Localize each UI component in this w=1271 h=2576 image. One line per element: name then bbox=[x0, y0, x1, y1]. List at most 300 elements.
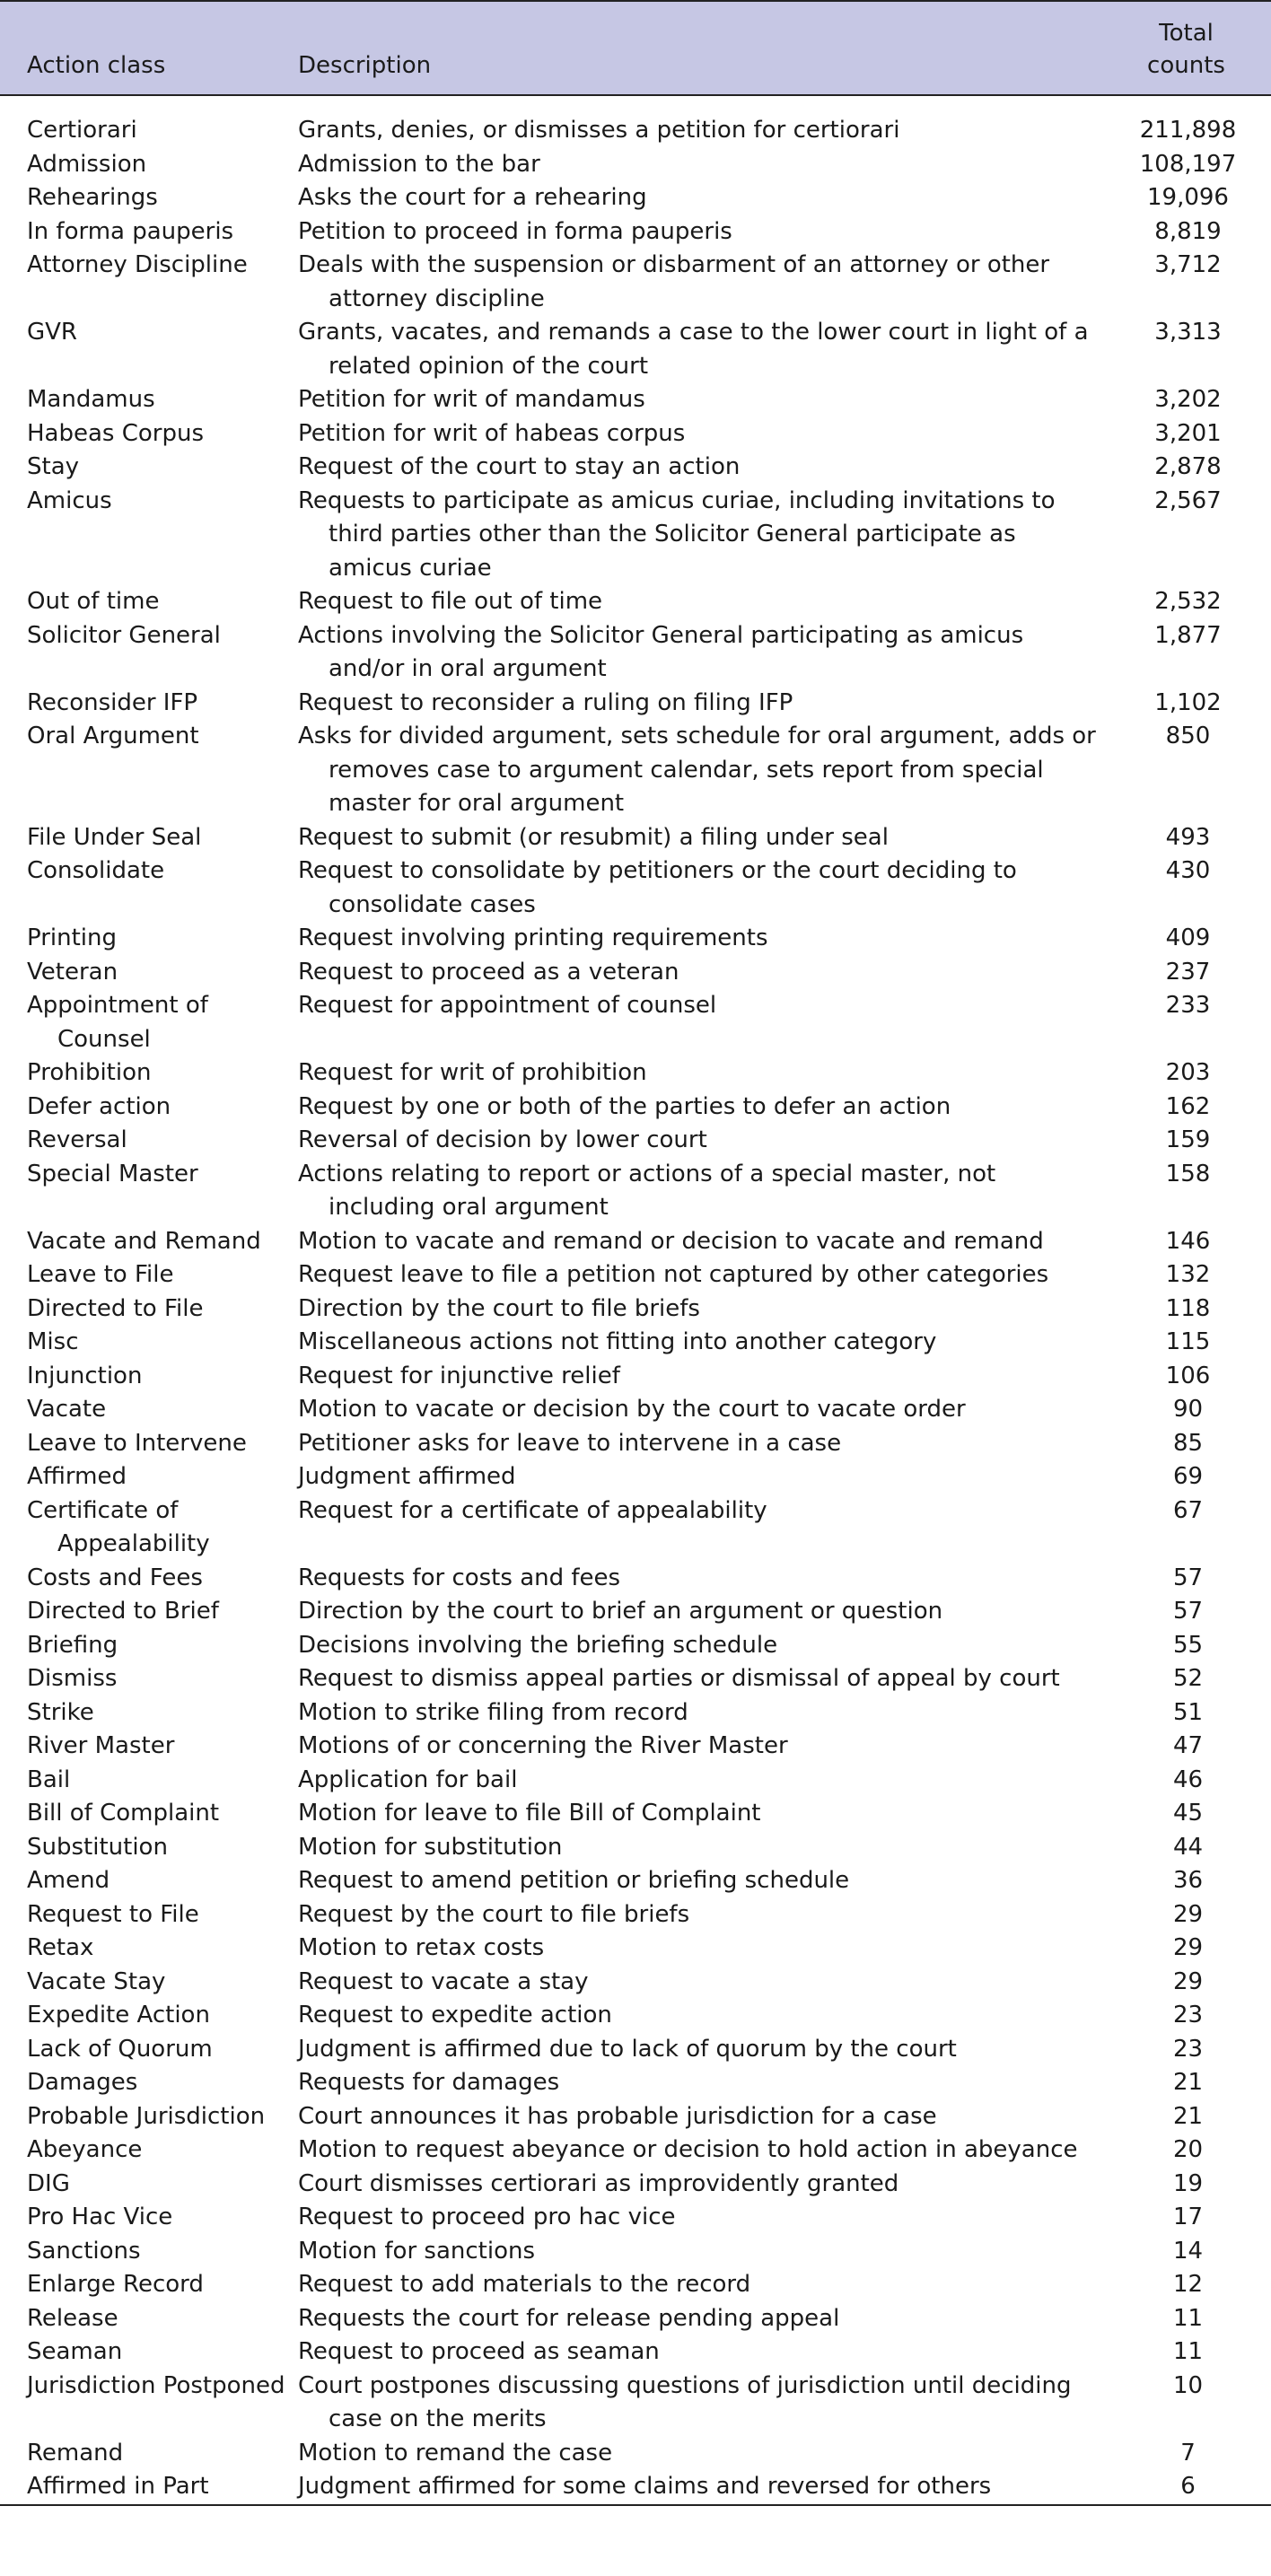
description-text: Request for appointment of counsel bbox=[298, 992, 717, 1019]
table-header bbox=[0, 1, 1271, 95]
table-row bbox=[0, 821, 1271, 855]
action-class-text: Rehearings bbox=[27, 184, 158, 211]
description-text: Request to file out of time bbox=[298, 588, 603, 615]
action-class-text: DIG bbox=[27, 2169, 70, 2197]
description-text: Request for injunctive relief bbox=[298, 1362, 620, 1389]
table-row bbox=[0, 148, 1271, 182]
description-text: Judgment is affirmed due to lack of quorum by the court bbox=[298, 2035, 957, 2063]
total-counts-cell: 162 bbox=[1165, 1092, 1211, 1120]
action-class-text: Amend bbox=[27, 1867, 110, 1894]
table-row bbox=[0, 687, 1271, 721]
action-class-text: Strike bbox=[27, 1698, 94, 1726]
table-body bbox=[0, 95, 1271, 2505]
spacer-cell bbox=[0, 95, 1271, 114]
total-counts-cell: 850 bbox=[1165, 723, 1211, 749]
total-counts-cell: 11 bbox=[1172, 2304, 1204, 2332]
action-class-text: Veteran bbox=[27, 958, 118, 986]
description-text: Request to vacate a stay bbox=[298, 1967, 589, 1995]
description-cell bbox=[289, 1764, 1112, 1798]
description-cell bbox=[289, 1999, 1112, 2033]
description-cell bbox=[289, 1292, 1112, 1327]
description-text: Motions of or concerning the River Master bbox=[298, 1732, 788, 1759]
description-cell bbox=[289, 2033, 1112, 2067]
description-cell bbox=[289, 1831, 1112, 1865]
table-row bbox=[0, 1629, 1271, 1663]
total-counts-cell: 45 bbox=[1172, 1800, 1204, 1827]
action-class-text: Vacate and Remand bbox=[27, 1227, 261, 1255]
description-cell bbox=[289, 2168, 1112, 2202]
table-row bbox=[0, 720, 1271, 821]
description-text: Requests to participate as amicus curiae, including invitations to third parties other than the Solicitor General participate as amicus curiae bbox=[298, 486, 1056, 582]
description-cell bbox=[289, 2335, 1112, 2370]
table-row bbox=[0, 1056, 1271, 1091]
total-counts-cell: 52 bbox=[1172, 1665, 1204, 1692]
total-counts-cell: 29 bbox=[1172, 1900, 1204, 1928]
table-row bbox=[0, 2268, 1271, 2302]
action-class-cell bbox=[0, 451, 289, 485]
action-class-text: Amicus bbox=[27, 486, 112, 514]
action-class-cell bbox=[0, 2235, 289, 2269]
action-class-text: Substitution bbox=[27, 1833, 168, 1861]
description-text: Court dismisses certiorari as improvidently granted bbox=[298, 2169, 899, 2197]
description-cell bbox=[289, 989, 1112, 1056]
action-class-cell bbox=[0, 1124, 289, 1158]
action-class-text: In forma pauperis bbox=[27, 217, 234, 245]
description-text: Request involving printing requirements bbox=[298, 924, 768, 951]
action-class-text: Jurisdiction Postponed bbox=[27, 2371, 285, 2399]
description-cell bbox=[289, 1629, 1112, 1663]
description-cell bbox=[289, 619, 1112, 687]
action-class-cell bbox=[0, 585, 289, 619]
action-class-cell bbox=[0, 720, 289, 821]
action-class-cell bbox=[0, 1797, 289, 1831]
description-cell bbox=[289, 2470, 1112, 2505]
description-cell bbox=[289, 181, 1112, 215]
action-class-cell bbox=[0, 181, 289, 215]
total-counts-cell: 23 bbox=[1172, 2035, 1204, 2063]
total-counts-cell: 1,102 bbox=[1154, 688, 1222, 716]
description-text: Request to proceed as a veteran bbox=[298, 958, 679, 986]
description-text: Request to add materials to the record bbox=[298, 2271, 751, 2298]
table-row bbox=[0, 2066, 1271, 2100]
total-counts-cell: 3,201 bbox=[1154, 419, 1222, 447]
action-class-text: Expedite Action bbox=[27, 2002, 210, 2028]
action-class-cell bbox=[0, 619, 289, 687]
description-text: Reversal of decision by lower court bbox=[298, 1126, 707, 1153]
table-row bbox=[0, 1898, 1271, 1932]
description-cell bbox=[289, 1258, 1112, 1292]
description-text: Request to amend petition or briefing schedule bbox=[298, 1867, 850, 1894]
table-row bbox=[0, 2100, 1271, 2134]
description-cell bbox=[289, 854, 1112, 922]
action-class-cell bbox=[0, 1696, 289, 1730]
table-row bbox=[0, 1460, 1271, 1494]
total-counts-cell: 51 bbox=[1172, 1698, 1204, 1726]
description-cell bbox=[289, 922, 1112, 956]
action-class-text: Vacate bbox=[27, 1396, 107, 1423]
description-text: Request by the court to file briefs bbox=[298, 1900, 690, 1928]
action-class-text: Mandamus bbox=[27, 386, 155, 413]
table-row bbox=[0, 1932, 1271, 1966]
description-text: Grants, denies, or dismisses a petition for certiorari bbox=[298, 117, 900, 144]
table-row bbox=[0, 1292, 1271, 1327]
total-counts-cell: 90 bbox=[1172, 1396, 1204, 1423]
total-counts-cell: 115 bbox=[1165, 1328, 1211, 1355]
total-counts-cell: 146 bbox=[1165, 1227, 1211, 1255]
table-row bbox=[0, 383, 1271, 417]
description-text: Request of the court to stay an action bbox=[298, 453, 741, 480]
description-cell bbox=[289, 1091, 1112, 1125]
total-counts-cell: 1,877 bbox=[1154, 621, 1222, 649]
action-class-cell bbox=[0, 2302, 289, 2336]
table-row bbox=[0, 585, 1271, 619]
description-cell bbox=[289, 1494, 1112, 1562]
action-class-text: Admission bbox=[27, 150, 147, 178]
action-class-cell bbox=[0, 2066, 289, 2100]
action-class-cell bbox=[0, 1629, 289, 1663]
action-class-text: Leave to Intervene bbox=[27, 1429, 247, 1457]
description-text: Direction by the court to brief an argument or question bbox=[298, 1598, 943, 1625]
action-class-text: Habeas Corpus bbox=[27, 419, 205, 447]
total-counts-cell: 11 bbox=[1172, 2338, 1204, 2365]
table-row bbox=[0, 1158, 1271, 1225]
total-counts-cell: 46 bbox=[1172, 1766, 1204, 1793]
action-class-cell bbox=[0, 922, 289, 956]
action-class-text: Oral Argument bbox=[27, 723, 199, 749]
header-description: Description bbox=[289, 1, 1112, 95]
total-counts-cell: 3,712 bbox=[1154, 251, 1222, 278]
action-class-cell bbox=[0, 1292, 289, 1327]
description-cell bbox=[289, 585, 1112, 619]
description-cell bbox=[289, 2134, 1112, 2168]
description-cell bbox=[289, 2201, 1112, 2235]
action-class-cell bbox=[0, 989, 289, 1056]
table-row bbox=[0, 1730, 1271, 1764]
total-counts-cell: 118 bbox=[1165, 1294, 1211, 1322]
total-counts-cell: 21 bbox=[1172, 2069, 1204, 2096]
table-row bbox=[0, 1225, 1271, 1259]
header-total-counts-line1: Total bbox=[1159, 20, 1214, 47]
total-counts-cell: 17 bbox=[1172, 2204, 1204, 2230]
action-class-text: Reconsider IFP bbox=[27, 688, 198, 716]
action-class-text: Certiorari bbox=[27, 117, 137, 144]
action-class-text: Costs and Fees bbox=[27, 1564, 203, 1591]
description-text: Motion to vacate or decision by the court to vacate order bbox=[298, 1396, 966, 1423]
action-class-text: Appointment of Counsel bbox=[27, 992, 208, 1053]
description-cell bbox=[289, 1326, 1112, 1360]
total-counts-cell: 2,567 bbox=[1154, 486, 1222, 514]
action-class-cell bbox=[0, 1662, 289, 1696]
action-class-text: Solicitor General bbox=[27, 621, 221, 649]
action-class-text: Vacate Stay bbox=[27, 1967, 166, 1995]
table-row bbox=[0, 2470, 1271, 2505]
total-counts-cell: 57 bbox=[1172, 1598, 1204, 1625]
action-class-text: GVR bbox=[27, 319, 77, 346]
description-text: Court postpones discussing questions of jurisdiction until deciding case on the merits bbox=[298, 2371, 1072, 2432]
total-counts-cell: 106 bbox=[1165, 1362, 1211, 1389]
table-row bbox=[0, 1864, 1271, 1898]
total-counts-cell: 85 bbox=[1172, 1429, 1204, 1457]
action-class-cell bbox=[0, 249, 289, 316]
description-text: Motion to remand the case bbox=[298, 2439, 613, 2466]
table-row bbox=[0, 2168, 1271, 2202]
action-class-cell bbox=[0, 1360, 289, 1394]
action-class-cell bbox=[0, 1764, 289, 1798]
table-row bbox=[0, 619, 1271, 687]
action-class-text: Briefing bbox=[27, 1631, 118, 1659]
action-class-cell bbox=[0, 1460, 289, 1494]
total-counts-cell: 2,878 bbox=[1154, 453, 1222, 480]
action-class-text: Directed to Brief bbox=[27, 1598, 219, 1625]
action-class-text: Sanctions bbox=[27, 2237, 141, 2265]
action-class-cell bbox=[0, 485, 289, 586]
action-class-cell bbox=[0, 1158, 289, 1225]
description-text: Request to dismiss appeal parties or dismissal of appeal by court bbox=[298, 1665, 1060, 1692]
table-row bbox=[0, 417, 1271, 451]
action-class-cell bbox=[0, 1932, 289, 1966]
total-counts-cell: 20 bbox=[1172, 2136, 1204, 2163]
action-class-text: Stay bbox=[27, 453, 80, 480]
table-row bbox=[0, 2235, 1271, 2269]
description-text: Asks for divided argument, sets schedule for oral argument, adds or removes case to argument calendar, sets report from special master for oral argument bbox=[298, 723, 1096, 817]
action-class-cell bbox=[0, 687, 289, 721]
description-cell bbox=[289, 1797, 1112, 1831]
action-class-text: Attorney Discipline bbox=[27, 251, 248, 278]
description-text: Motion to vacate and remand or decision to vacate and remand bbox=[298, 1227, 1044, 1255]
table-row bbox=[0, 1124, 1271, 1158]
description-cell bbox=[289, 2066, 1112, 2100]
total-counts-cell: 19 bbox=[1172, 2169, 1204, 2197]
action-class-text: Lack of Quorum bbox=[27, 2035, 213, 2063]
action-class-text: Pro Hac Vice bbox=[27, 2204, 173, 2230]
action-class-cell bbox=[0, 148, 289, 182]
total-counts-cell: 108,197 bbox=[1139, 150, 1237, 178]
total-counts-cell: 158 bbox=[1165, 1160, 1211, 1187]
description-cell bbox=[289, 1427, 1112, 1461]
total-counts-cell: 36 bbox=[1172, 1867, 1204, 1894]
action-class-cell bbox=[0, 2201, 289, 2235]
description-text: Motion to request abeyance or decision to hold action in abeyance bbox=[298, 2136, 1078, 2163]
total-counts-cell: 29 bbox=[1172, 1967, 1204, 1995]
table-row bbox=[0, 249, 1271, 316]
action-class-cell bbox=[0, 1225, 289, 1259]
total-counts-cell: 69 bbox=[1172, 1463, 1204, 1490]
table-row bbox=[0, 114, 1271, 148]
header-action-class: Action class bbox=[0, 1, 289, 95]
description-text: Motion to retax costs bbox=[298, 1934, 545, 1961]
description-cell bbox=[289, 1595, 1112, 1629]
action-class-cell bbox=[0, 114, 289, 148]
action-class-cell bbox=[0, 854, 289, 922]
action-class-cell bbox=[0, 2033, 289, 2067]
description-text: Request for writ of prohibition bbox=[298, 1059, 647, 1086]
description-cell bbox=[289, 1056, 1112, 1091]
header-row bbox=[0, 1, 1271, 95]
description-cell bbox=[289, 1932, 1112, 1966]
description-cell bbox=[289, 2302, 1112, 2336]
description-cell bbox=[289, 1360, 1112, 1394]
description-cell bbox=[289, 2370, 1112, 2437]
total-counts-cell: 12 bbox=[1172, 2271, 1204, 2298]
total-counts-cell: 10 bbox=[1172, 2371, 1204, 2399]
action-class-text: Affirmed in Part bbox=[27, 2473, 209, 2500]
description-cell bbox=[289, 1898, 1112, 1932]
description-text: Request to submit (or resubmit) a filing under seal bbox=[298, 823, 889, 851]
description-text: Motion for sanctions bbox=[298, 2237, 536, 2265]
action-class-text: Directed to File bbox=[27, 1294, 204, 1322]
action-class-text: Probable Jurisdiction bbox=[27, 2102, 266, 2130]
action-class-text: Reversal bbox=[27, 1126, 127, 1153]
total-counts-cell: 233 bbox=[1165, 992, 1211, 1019]
total-counts-cell: 409 bbox=[1165, 924, 1211, 951]
action-class-cell bbox=[0, 1393, 289, 1427]
description-cell bbox=[289, 451, 1112, 485]
description-text: Requests for costs and fees bbox=[298, 1564, 621, 1591]
description-text: Miscellaneous actions not fitting into another category bbox=[298, 1328, 937, 1355]
total-counts-cell: 430 bbox=[1165, 857, 1211, 884]
action-class-text: River Master bbox=[27, 1732, 175, 1759]
description-text: Request to expedite action bbox=[298, 2002, 612, 2028]
action-class-text: Release bbox=[27, 2304, 118, 2332]
table-row bbox=[0, 2134, 1271, 2168]
action-class-cell bbox=[0, 1730, 289, 1764]
action-class-text: Certificate of Appealability bbox=[27, 1496, 210, 1557]
table-row bbox=[0, 2201, 1271, 2235]
table-row bbox=[0, 1427, 1271, 1461]
action-class-cell bbox=[0, 1595, 289, 1629]
total-counts-cell: 132 bbox=[1165, 1261, 1211, 1288]
action-class-text: Special Master bbox=[27, 1160, 198, 1187]
table-row bbox=[0, 1258, 1271, 1292]
description-cell bbox=[289, 956, 1112, 990]
table-row bbox=[0, 2335, 1271, 2370]
table-row bbox=[0, 2302, 1271, 2336]
total-counts-cell: 3,202 bbox=[1154, 386, 1222, 413]
action-class-cell bbox=[0, 1326, 289, 1360]
action-class-text: Seaman bbox=[27, 2338, 123, 2365]
action-class-text: File Under Seal bbox=[27, 823, 202, 851]
total-counts-cell: 29 bbox=[1172, 1934, 1204, 1961]
action-class-cell bbox=[0, 1999, 289, 2033]
action-class-cell bbox=[0, 2437, 289, 2471]
action-class-cell bbox=[0, 1494, 289, 1562]
action-class-cell bbox=[0, 2168, 289, 2202]
action-class-text: Leave to File bbox=[27, 1261, 174, 1288]
action-class-text: Bill of Complaint bbox=[27, 1800, 220, 1827]
table-row bbox=[0, 215, 1271, 250]
action-class-text: Affirmed bbox=[27, 1463, 127, 1490]
table-row bbox=[0, 2437, 1271, 2471]
total-counts-cell: 203 bbox=[1165, 1059, 1211, 1086]
table-row bbox=[0, 922, 1271, 956]
action-class-cell bbox=[0, 2268, 289, 2302]
table-row bbox=[0, 181, 1271, 215]
description-text: Request to consolidate by petitioners or the court deciding to consolidate cases bbox=[298, 857, 1017, 918]
action-class-text: Enlarge Record bbox=[27, 2271, 204, 2298]
description-text: Asks the court for a rehearing bbox=[298, 184, 647, 211]
description-cell bbox=[289, 1562, 1112, 1596]
header-total-counts-line2: counts bbox=[1147, 52, 1225, 79]
table-spacer-row bbox=[0, 95, 1271, 114]
description-text: Judgment affirmed bbox=[298, 1463, 516, 1490]
total-counts-cell: 8,819 bbox=[1154, 217, 1222, 245]
description-cell bbox=[289, 821, 1112, 855]
action-class-cell bbox=[0, 1258, 289, 1292]
total-counts-cell: 14 bbox=[1172, 2237, 1204, 2265]
total-counts-cell: 44 bbox=[1172, 1833, 1204, 1861]
total-counts-cell: 6 bbox=[1112, 2470, 1271, 2505]
table-row bbox=[0, 1797, 1271, 1831]
description-cell bbox=[289, 485, 1112, 586]
description-cell bbox=[289, 1393, 1112, 1427]
description-cell bbox=[289, 383, 1112, 417]
description-text: Request to reconsider a ruling on filing IFP bbox=[298, 688, 793, 716]
action-class-text: Misc bbox=[27, 1328, 79, 1355]
description-text: Actions relating to report or actions of a special master, not including oral argument bbox=[298, 1160, 996, 1221]
description-cell bbox=[289, 1225, 1112, 1259]
description-text: Requests the court for release pending appeal bbox=[298, 2304, 840, 2332]
table-row bbox=[0, 1326, 1271, 1360]
action-class-text: Prohibition bbox=[27, 1059, 152, 1086]
description-cell bbox=[289, 148, 1112, 182]
total-counts-cell: 67 bbox=[1172, 1496, 1204, 1524]
action-class-text: Abeyance bbox=[27, 2136, 143, 2163]
description-text: Application for bail bbox=[298, 1766, 518, 1793]
description-cell bbox=[289, 1864, 1112, 1898]
description-text: Deals with the suspension or disbarment of an attorney or other attorney discipline bbox=[298, 251, 1050, 312]
total-counts-cell: 57 bbox=[1172, 1564, 1204, 1591]
action-class-cell bbox=[0, 1562, 289, 1596]
total-counts-cell: 55 bbox=[1172, 1631, 1204, 1659]
description-cell bbox=[289, 720, 1112, 821]
total-counts-cell: 19,096 bbox=[1147, 184, 1229, 211]
total-counts-cell: 21 bbox=[1172, 2102, 1204, 2130]
total-counts-cell: 7 bbox=[1180, 2439, 1196, 2466]
header-total-counts bbox=[1112, 1, 1271, 95]
description-cell bbox=[289, 2235, 1112, 2269]
action-class-text: Injunction bbox=[27, 1362, 143, 1389]
action-class-cell bbox=[0, 1966, 289, 2000]
description-cell bbox=[289, 1124, 1112, 1158]
total-counts-cell: 237 bbox=[1165, 958, 1211, 986]
table-row bbox=[0, 485, 1271, 586]
description-text: Court announces it has probable jurisdiction for a case bbox=[298, 2102, 937, 2130]
description-text: Request to proceed as seaman bbox=[298, 2338, 660, 2365]
description-cell bbox=[289, 417, 1112, 451]
table-row bbox=[0, 956, 1271, 990]
table-row bbox=[0, 451, 1271, 485]
description-text: Decisions involving the briefing schedule bbox=[298, 1631, 778, 1659]
description-text: Motion for leave to file Bill of Complaint bbox=[298, 1800, 761, 1827]
description-text: Actions involving the Solicitor General participating as amicus and/or in oral argument bbox=[298, 621, 1024, 682]
description-cell bbox=[289, 316, 1112, 383]
action-class-cell bbox=[0, 2134, 289, 2168]
action-class-text: Printing bbox=[27, 924, 118, 951]
action-class-text: Bail bbox=[27, 1766, 71, 1793]
table-row bbox=[0, 1562, 1271, 1596]
total-counts-cell: 493 bbox=[1165, 823, 1211, 851]
action-class-text: Consolidate bbox=[27, 857, 165, 884]
table-row bbox=[0, 854, 1271, 922]
action-class-cell bbox=[0, 821, 289, 855]
description-cell bbox=[289, 1966, 1112, 2000]
description-text: Request for a certificate of appealability bbox=[298, 1496, 767, 1524]
action-class-cell bbox=[0, 1831, 289, 1865]
description-cell bbox=[289, 1460, 1112, 1494]
action-class-text: Retax bbox=[27, 1934, 94, 1961]
action-class-cell bbox=[0, 383, 289, 417]
description-text: Request by one or both of the parties to defer an action bbox=[298, 1092, 951, 1120]
